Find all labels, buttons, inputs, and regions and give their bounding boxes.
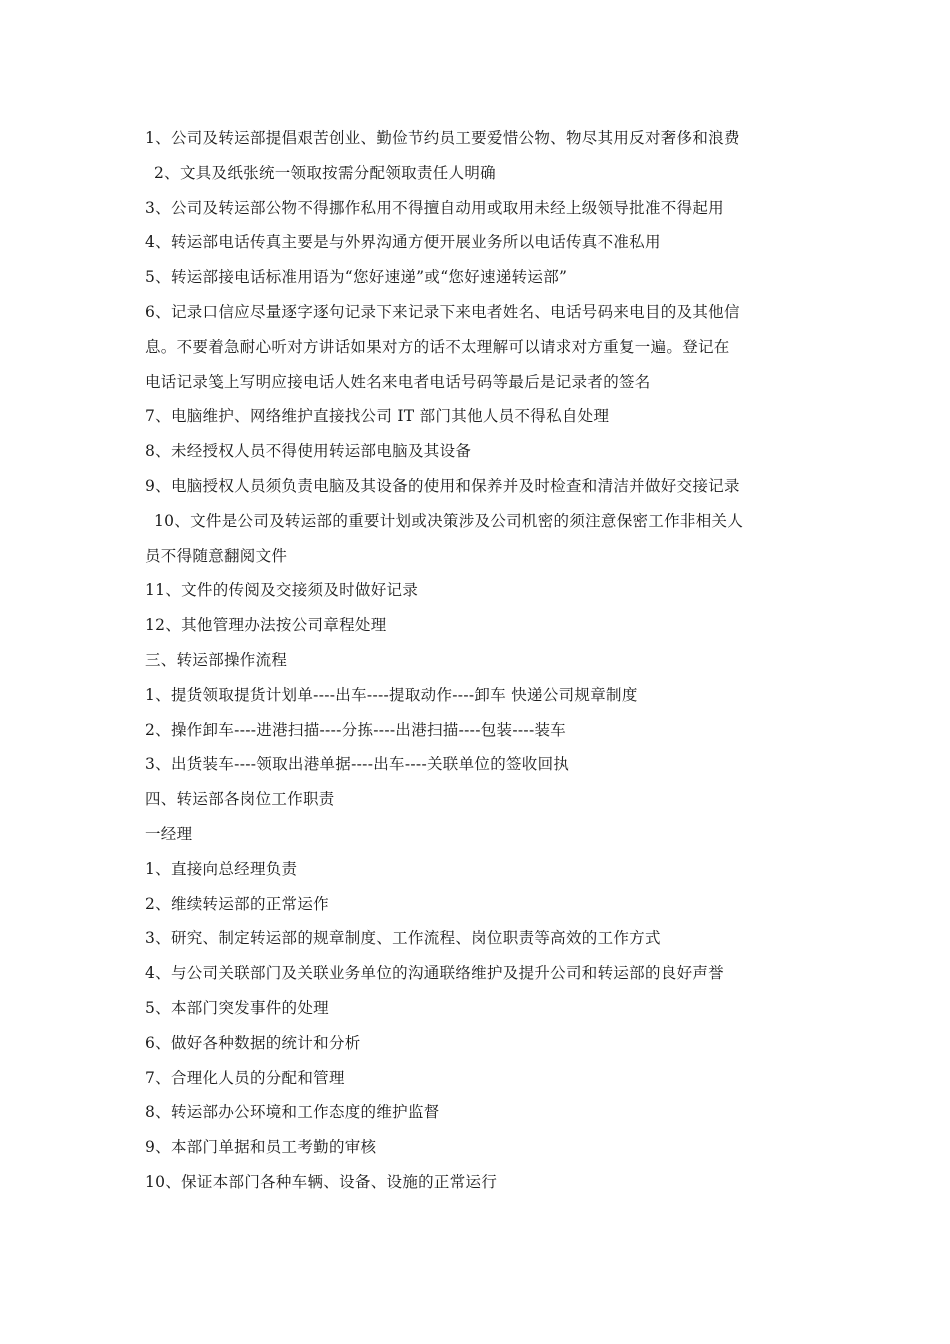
text-line: 5、本部门突发事件的处理	[145, 998, 329, 1017]
text-line: 8、转运部办公环境和工作态度的维护监督	[145, 1103, 440, 1122]
text-line: 3、研究、制定转运部的规章制度、工作流程、岗位职责等高效的工作方式	[145, 929, 661, 948]
text-line: 4、转运部电话传真主要是与外界沟通方便开展业务所以电话传真不准私用	[145, 233, 661, 252]
text-line: 3、公司及转运部公物不得挪作私用不得擅自动用或取用未经上级领导批准不得起用	[145, 198, 724, 217]
text-line: 1、公司及转运部提倡艰苦创业、勤俭节约员工要爱惜公物、物尽其用反对奢侈和浪费	[145, 129, 740, 147]
text-line: 6、记录口信应尽量逐字逐句记录下来记录下来电者姓名、电话号码来电目的及其他信	[145, 302, 740, 321]
text-line: 12、其他管理办法按公司章程处理	[145, 616, 387, 635]
text-line: 3、出货装车----领取出港单据----出车----关联单位的签收回执	[145, 755, 570, 774]
text-line: 5、转运部接电话标准用语为“您好速递”或“您好速递转运部”	[145, 268, 568, 287]
text-line: 8、未经授权人员不得使用转运部电脑及其设备	[145, 442, 472, 461]
text-line: 1、提货领取提货计划单----出车----提取动作----卸车 快递公司规章制度	[145, 685, 638, 704]
text-line: 9、电脑授权人员须负责电脑及其设备的使用和保养并及时检查和清洁并做好交接记录	[145, 476, 740, 495]
text-line: 4、与公司关联部门及关联业务单位的沟通联络维护及提升公司和转运部的良好声誉	[145, 964, 724, 983]
text-line: 2、操作卸车----进港扫描----分拣----出港扫描----包装----装车	[145, 720, 567, 739]
text-line: 10、文件是公司及转运部的重要计划或决策涉及公司机密的须注意保密工作非相关人	[154, 511, 744, 530]
text-line: 11、文件的传阅及交接须及时做好记录	[145, 581, 419, 600]
text-line: 电话记录笺上写明应接电话人姓名来电者电话号码等最后是记录者的签名	[145, 372, 651, 391]
text-line: 四、转运部各岗位工作职责	[145, 790, 335, 809]
text-line: 10、保证本部门各种车辆、设备、设施的正常运行	[145, 1172, 498, 1191]
text-line: 息。不要着急耐心听对方讲话如果对方的话不太理解可以请求对方重复一遍。登记在	[145, 337, 730, 356]
document-body	[145, 121, 815, 1200]
text-line: 1、直接向总经理负责	[145, 859, 298, 878]
text-line: 6、做好各种数据的统计和分析	[145, 1033, 361, 1052]
text-line: 三、转运部操作流程	[145, 650, 288, 669]
text-line: 2、维续转运部的正常运作	[145, 894, 329, 913]
text-line: 2、文具及纸张统一领取按需分配领取责任人明确	[154, 163, 496, 182]
text-line: 7、电脑维护、网络维护直接找公司 IT 部门其他人员不得私自处理	[145, 407, 610, 426]
text-line: 9、本部门单据和员工考勤的审核	[145, 1138, 377, 1157]
text-line: 一经理	[145, 824, 193, 843]
text-line: 员不得随意翻阅文件	[145, 546, 288, 565]
text-line: 7、合理化人员的分配和管理	[145, 1068, 345, 1087]
